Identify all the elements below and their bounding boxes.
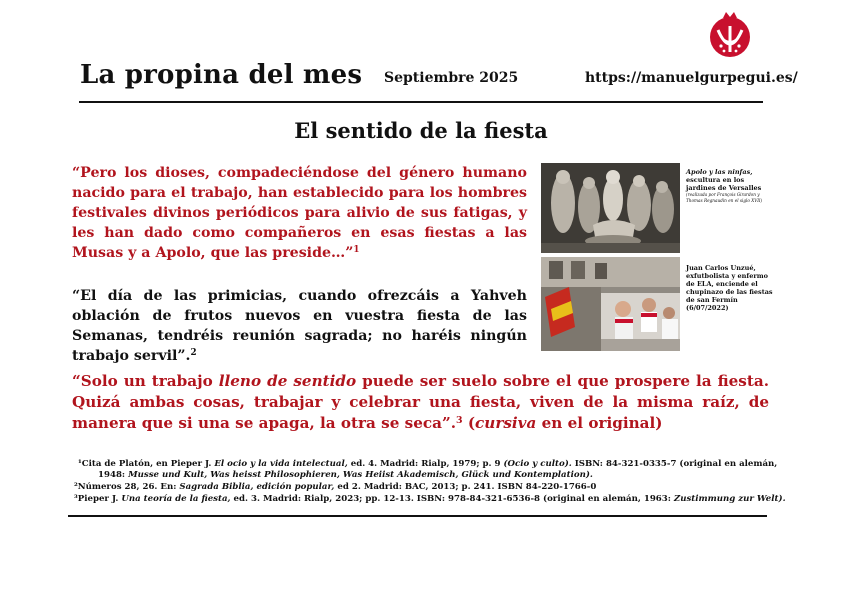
footnote-ref-1: 1 xyxy=(353,245,360,256)
caption-apollo-line2: escultura en los xyxy=(686,176,745,184)
issue-date: Septiembre 2025 xyxy=(384,70,519,86)
quote-pieper-text-b: puede ser suelo sobre el que prospere la fiesta. Quizá ambas cosas, trabajar y celebrar una fiesta, viven de la misma raíz, de manera que si una se apaga, la otra se seca”. xyxy=(72,372,769,432)
quote-pieper-text-c: ( xyxy=(462,414,476,432)
site-url: https://manuelgurpegui.es/ xyxy=(585,70,798,86)
fn1-text-b: ed. 4. Madrid: Rialp, 1979; p. 9 xyxy=(347,459,504,469)
san-fermin-chupinazo-image xyxy=(541,257,680,351)
quote-pieper-text-d: en el original) xyxy=(536,414,663,432)
caption-apollo-line3: jardines de Versalles xyxy=(686,184,762,192)
caption-apollo-credit: (realizada por François Girardon y Thomas Regnaudin en el siglo XVII) xyxy=(686,192,763,203)
footnote-ref-2: 2 xyxy=(190,348,197,359)
fn3-book-title: Una teoría de la fiesta, xyxy=(121,494,231,504)
image-caption-san-fermin: Juan Carlos Unzué, exfutbolista y enfermo de ELA, enciende el chupinazo de las fiestas de san Fermín (6/07/2022) xyxy=(686,264,773,312)
quote-plato xyxy=(72,163,527,263)
fn2-text-a: ²Números 28, 26. En: xyxy=(74,482,180,492)
fn1-text-a: ¹Cita de Platón, en Pieper J. xyxy=(78,459,215,469)
quote-pieper xyxy=(72,371,769,434)
fn1-original-title: Musse und Kult, Was heisst Philosophieren, Was Heiist Akademisch, Glück und Kontemplation). xyxy=(128,470,593,480)
fn3-original-title: Zustimmung zur Welt). xyxy=(673,494,786,504)
fn3-text-b: ed. 3. Madrid: Rialp, 2023; pp. 12-13. ISBN: 978-84-321-6536-8 (original en alemán, 1963: xyxy=(230,494,674,504)
quote-numbers-text: “El día de las primicias, cuando ofrezcáis a Yahveh oblación de frutos nuevos en vuestra fiesta de las Semanas, tendréis reunión sagrada; no haréis ningún trabajo servil”. xyxy=(72,288,527,364)
quote-numbers xyxy=(72,286,527,366)
caption-apollo-title: Apolo y las ninfas, xyxy=(686,168,753,176)
fn2-text-b: ed 2. Madrid: BAC, 2013; p. 241. ISBN 84-220-1766-0 xyxy=(334,482,597,492)
quote-pieper-italic: lleno de sentido xyxy=(218,372,357,390)
fn1-book-title-2: (Ocio y culto). xyxy=(503,459,572,469)
header-divider xyxy=(79,101,763,103)
article-heading: El sentido de la fiesta xyxy=(294,118,548,143)
image-caption-apollo xyxy=(686,168,776,204)
fn1-text-c: ISBN: 84-321-0335-7 (original en alemán, xyxy=(571,459,778,469)
footer-divider xyxy=(68,515,767,517)
fn3-text-a: ³Pieper J. xyxy=(74,494,122,504)
fn1-text-d: 1948: xyxy=(98,470,129,480)
apollo-nymphs-sculpture-image xyxy=(541,163,680,253)
pomegranate-logo-icon xyxy=(704,8,756,60)
footnote-ref-3: 3 xyxy=(456,414,463,426)
page-title: La propina del mes xyxy=(80,60,363,90)
footnote-3 xyxy=(74,493,786,506)
quote-pieper-cursiva: cursiva xyxy=(475,414,537,432)
quote-pieper-text-a: “Solo un trabajo xyxy=(72,372,219,390)
fn2-book-title: Sagrada Biblia, edición popular, xyxy=(179,482,335,492)
fn1-book-title: El ocio y la vida intelectual, xyxy=(214,459,348,469)
quote-plato-text: “Pero los dioses, compadeciéndose del género humano nacido para el trabajo, han establecido para los hombres festivales divinos periódicos para alivio de sus fatigas, y les han dado como compañeros en esas fiestas a las Musas y a Apolo, que las preside…” xyxy=(72,165,527,261)
